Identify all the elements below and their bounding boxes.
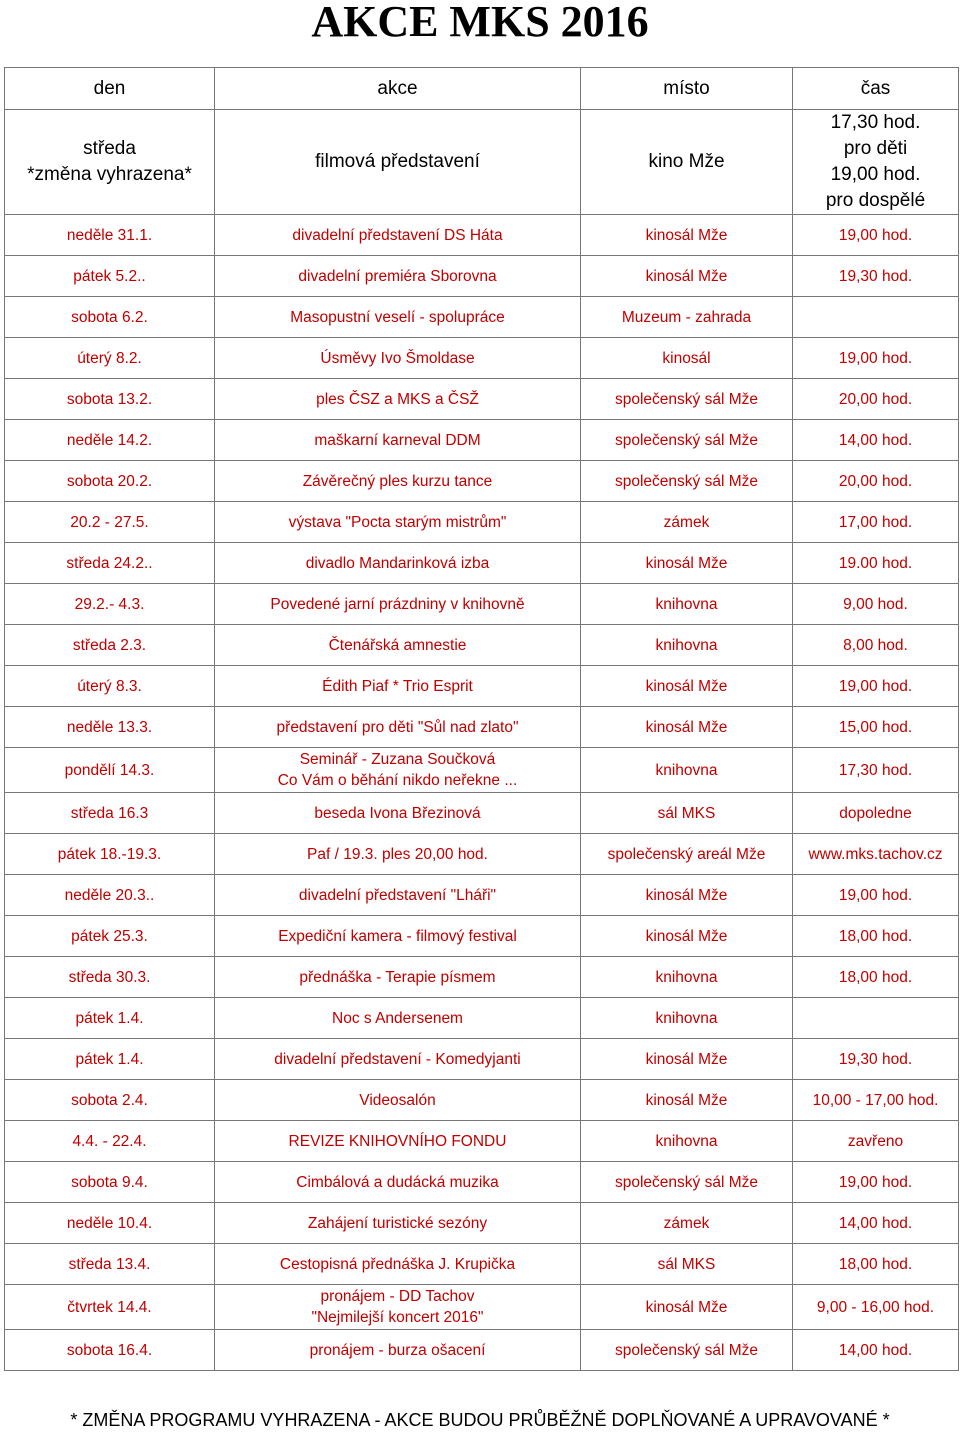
cell-cas [793,297,959,338]
table-row [5,297,959,338]
cell-cas: 9,00 - 16,00 hod. [793,1285,959,1330]
cell-misto: zámek [581,1203,793,1244]
cell-cas: 17,30 hod. [793,748,959,793]
table-row [5,1203,959,1244]
table-row [5,748,959,793]
special-den-line: středa [83,138,136,159]
special-misto: kino Mže [581,110,793,215]
footer-note: * ZMĚNA PROGRAMU VYHRAZENA - AKCE BUDOU PRŮBĚŽNĚ DOPLŇOVANÉ A UPRAVOVANÉ * [70,1410,890,1430]
cell-misto: společenský sál Mže [581,1162,793,1203]
cell-den: pondělí 14.3. [5,748,215,793]
cell-akce-line: "Nejmilejší koncert 2016" [311,1309,484,1326]
special-cas-line: 19,00 hod. [830,164,921,185]
cell-den: sobota 16.4. [5,1330,215,1371]
cell-akce: Noc s Andersenem [215,998,581,1039]
cell-cas: 19,00 hod. [793,338,959,379]
cell-cas: zavřeno [793,1121,959,1162]
cell-akce: Cestopisná přednáška J. Krupička [215,1244,581,1285]
table-row [5,834,959,875]
cell-cas: dopoledne [793,793,959,834]
cell-akce: Édith Piaf * Trio Esprit [215,666,581,707]
cell-den: sobota 20.2. [5,461,215,502]
cell-misto: knihovna [581,625,793,666]
cell-den: středa 13.4. [5,1244,215,1285]
page-title: AKCE MKS 2016 [311,0,649,46]
cell-den: sobota 9.4. [5,1162,215,1203]
table-row [5,793,959,834]
cell-misto: kinosál Mže [581,1039,793,1080]
cell-akce: divadlo Mandarinková izba [215,543,581,584]
table-row [5,625,959,666]
special-cas-line: 17,30 hod. [830,112,921,133]
events-body [5,215,959,1371]
cell-misto: společenský sál Mže [581,420,793,461]
special-akce: filmová představení [215,110,581,215]
cell-den: neděle 20.3.. [5,875,215,916]
cell-cas: 9,00 hod. [793,584,959,625]
cell-akce: výstava "Pocta starým mistrům" [215,502,581,543]
table-row [5,1039,959,1080]
table-row [5,584,959,625]
cell-den: sobota 6.2. [5,297,215,338]
cell-den: 20.2 - 27.5. [5,502,215,543]
table-row [5,256,959,297]
cell-akce: Expediční kamera - filmový festival [215,916,581,957]
cell-akce-line: Seminář - Zuzana Součková [299,751,496,768]
cell-akce: divadelní představení - Komedyjanti [215,1039,581,1080]
special-cas-line: pro dospělé [825,190,926,211]
cell-misto: kinosál Mže [581,875,793,916]
cell-cas: 18,00 hod. [793,1244,959,1285]
cell-akce: divadelní představení DS Háta [215,215,581,256]
cell-den: 4.4. - 22.4. [5,1121,215,1162]
cell-akce: představení pro děti "Sůl nad zlato" [215,707,581,748]
header-akce: akce [215,68,581,110]
table-row [5,875,959,916]
cell-akce: Masopustní veselí - spolupráce [215,297,581,338]
table-row [5,215,959,256]
table-row [5,1244,959,1285]
table-row [5,1285,959,1330]
cell-misto: společenský areál Mže [581,834,793,875]
cell-cas: 18,00 hod. [793,916,959,957]
cell-akce: Paf / 19.3. ples 20,00 hod. [215,834,581,875]
cell-cas: 8,00 hod. [793,625,959,666]
cell-cas: 18,00 hod. [793,957,959,998]
cell-akce [215,748,581,793]
cell-den: neděle 10.4. [5,1203,215,1244]
cell-cas: 14,00 hod. [793,1330,959,1371]
cell-den: pátek 1.4. [5,1039,215,1080]
cell-akce: REVIZE KNIHOVNÍHO FONDU [215,1121,581,1162]
cell-cas: 19,00 hod. [793,666,959,707]
table-header [5,68,959,110]
special-den-note: *změna vyhrazena* [27,164,192,185]
cell-akce: ples ČSZ a MKS a ČSŽ [215,379,581,420]
cell-akce: Závěrečný ples kurzu tance [215,461,581,502]
cell-akce: divadelní představení "Lháři" [215,875,581,916]
cell-den: pátek 25.3. [5,916,215,957]
cell-cas: 19,00 hod. [793,875,959,916]
table-row [5,379,959,420]
cell-den: úterý 8.3. [5,666,215,707]
cell-misto: Muzeum - zahrada [581,297,793,338]
cell-misto: společenský sál Mže [581,379,793,420]
cell-akce: Povedené jarní prázdniny v knihovně [215,584,581,625]
cell-akce: divadelní premiéra Sborovna [215,256,581,297]
cell-misto: knihovna [581,584,793,625]
header-den: den [5,68,215,110]
cell-cas: 10,00 - 17,00 hod. [793,1080,959,1121]
cell-den: sobota 13.2. [5,379,215,420]
cell-akce: beseda Ivona Březinová [215,793,581,834]
cell-akce: přednáška - Terapie písmem [215,957,581,998]
cell-misto: společenský sál Mže [581,1330,793,1371]
cell-akce: maškarní karneval DDM [215,420,581,461]
cell-cas: 20,00 hod. [793,379,959,420]
table-row [5,998,959,1039]
special-cas [793,110,959,215]
table-row [5,1330,959,1371]
special-row-body [5,110,959,215]
cell-misto: zámek [581,502,793,543]
table-row [5,420,959,461]
cell-den: neděle 31.1. [5,215,215,256]
special-den [5,110,215,215]
special-row [5,110,959,215]
table-row [5,502,959,543]
cell-misto: sál MKS [581,1244,793,1285]
cell-akce-line: Co Vám o běhání nikdo neřekne ... [277,772,518,789]
cell-misto: kinosál [581,338,793,379]
cell-den: pátek 5.2.. [5,256,215,297]
cell-akce: Čtenářská amnestie [215,625,581,666]
header-misto: místo [581,68,793,110]
cell-den: 29.2.- 4.3. [5,584,215,625]
table-row [5,543,959,584]
cell-den: úterý 8.2. [5,338,215,379]
cell-akce: Úsměvy Ivo Šmoldase [215,338,581,379]
cell-den: neděle 13.3. [5,707,215,748]
cell-den: středa 30.3. [5,957,215,998]
cell-den: neděle 14.2. [5,420,215,461]
table-row [5,916,959,957]
cell-cas: 20,00 hod. [793,461,959,502]
cell-akce: Cimbálová a dudácká muzika [215,1162,581,1203]
cell-den: čtvrtek 14.4. [5,1285,215,1330]
table-row [5,461,959,502]
cell-cas: 19.00 hod. [793,543,959,584]
cell-misto: sál MKS [581,793,793,834]
cell-akce-line: pronájem - DD Tachov [320,1288,475,1305]
cell-den: sobota 2.4. [5,1080,215,1121]
cell-misto: společenský sál Mže [581,461,793,502]
cell-misto: knihovna [581,998,793,1039]
cell-cas: 14,00 hod. [793,1203,959,1244]
cell-den: pátek 1.4. [5,998,215,1039]
cell-misto: kinosál Mže [581,666,793,707]
cell-den: pátek 18.-19.3. [5,834,215,875]
header-cas: čas [793,68,959,110]
cell-akce: Zahájení turistické sezóny [215,1203,581,1244]
cell-misto: kinosál Mže [581,1080,793,1121]
cell-misto: kinosál Mže [581,215,793,256]
table-row [5,1080,959,1121]
cell-cas: www.mks.tachov.cz [793,834,959,875]
table-row [5,1121,959,1162]
cell-den: středa 2.3. [5,625,215,666]
cell-misto: knihovna [581,1121,793,1162]
cell-akce: pronájem - burza ošacení [215,1330,581,1371]
table-row [5,707,959,748]
cell-cas: 19,30 hod. [793,256,959,297]
cell-den: středa 24.2.. [5,543,215,584]
cell-misto: kinosál Mže [581,707,793,748]
cell-cas: 19,30 hod. [793,1039,959,1080]
cell-cas: 14,00 hod. [793,420,959,461]
table-row [5,338,959,379]
table-row [5,666,959,707]
cell-akce: Videosalón [215,1080,581,1121]
cell-misto: knihovna [581,957,793,998]
cell-misto: kinosál Mže [581,543,793,584]
cell-den: středa 16.3 [5,793,215,834]
cell-misto: kinosál Mže [581,256,793,297]
table-row [5,957,959,998]
table-row [5,1162,959,1203]
cell-cas [793,998,959,1039]
cell-misto: kinosál Mže [581,916,793,957]
cell-akce [215,1285,581,1330]
cell-misto: kinosál Mže [581,1285,793,1330]
cell-cas: 19,00 hod. [793,1162,959,1203]
cell-misto: knihovna [581,748,793,793]
special-cas-line: pro děti [843,138,908,159]
cell-cas: 19,00 hod. [793,215,959,256]
cell-cas: 17,00 hod. [793,502,959,543]
events-table [4,67,959,1371]
cell-cas: 15,00 hod. [793,707,959,748]
